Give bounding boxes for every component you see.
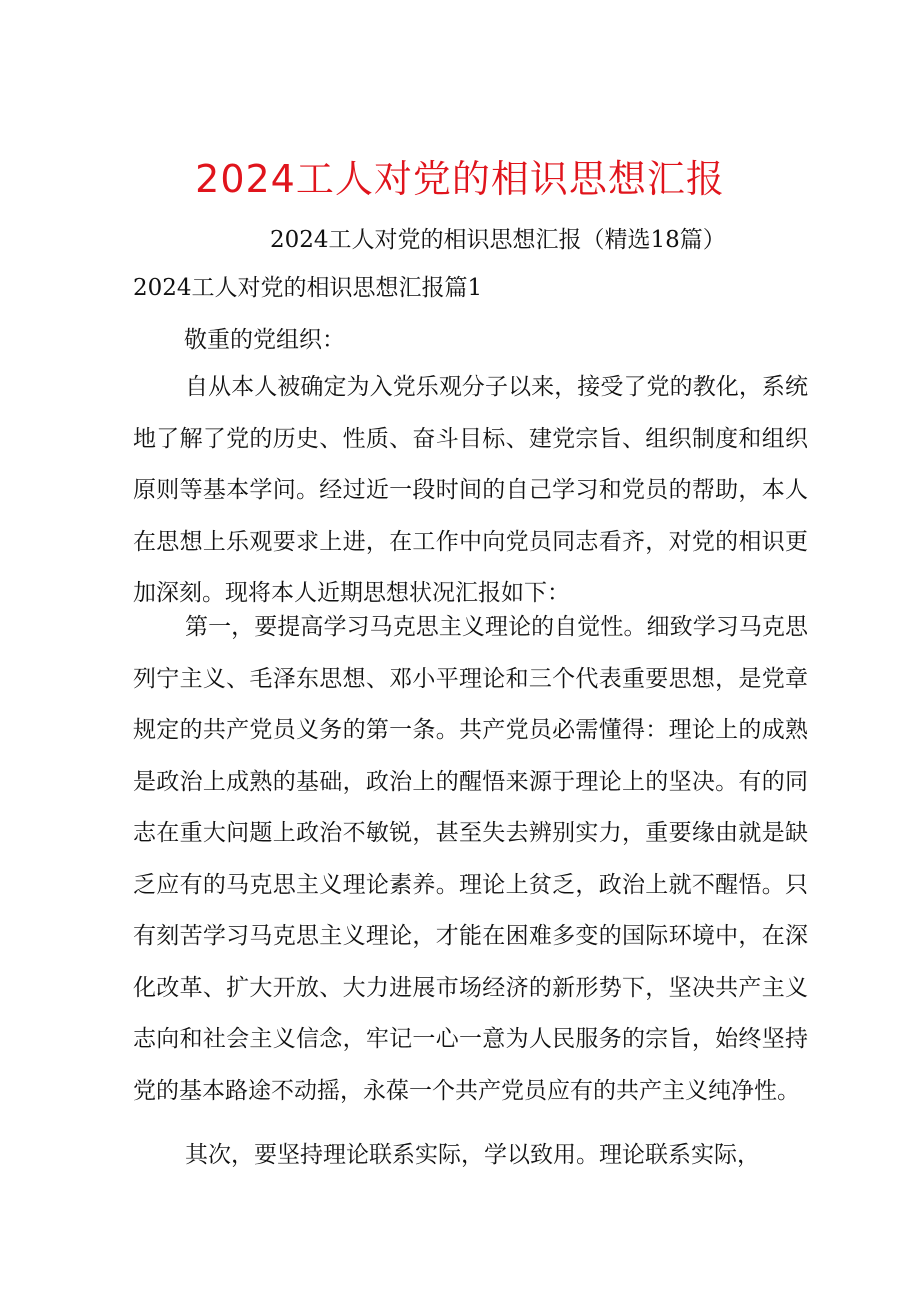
paragraph-1: 自从本人被确定为入党乐观分子以来，接受了党的教化，系统地了解了党的历史、性质、奋斗目标、建党宗旨、组织制度和组织原则等基本学问。经过近一段时间的自己学习和党员的帮助，本人在思想上乐观要求上进，在工作中向党员同志看齐，对党的相识更加深刻。现将本人近期思想状况汇报如下： bbox=[133, 374, 808, 606]
section-heading: 2024工人对党的相识思想汇报篇1 bbox=[133, 275, 483, 301]
paragraph-2: 第一，要提高学习马克思主义理论的自觉性。细致学习马克思列宁主义、毛泽东思想、邓小平理论和三个代表重要思想，是党章规定的共产党员义务的第一条。共产党员必需懂得：理论上的成熟是政治上成熟的基础，政治上的醒悟来源于理论上的坚决。有的同志在重大问题上政治不敏锐，甚至失去辨别实力，重要缘由就是缺乏应有的马克思主义理论素养。理论上贫乏，政治上就不醒悟。只有刻苦学习马克思主义理论，才能在困难多变的国际环境中，在深化改革、扩大开放、大力进展市场经济的新形势下，坚决共产主义志向和社会主义信念，牢记一心一意为人民服务的宗旨，始终坚持党的基本路途不动摇，永葆一个共产党员应有的共产主义纯净性。 bbox=[133, 614, 808, 1104]
document-title: 2024工人对党的相识思想汇报 bbox=[195, 157, 725, 201]
salutation: 敬重的党组织： bbox=[184, 327, 345, 353]
paragraph-3: 其次，要坚持理论联系实际，学以致用。理论联系实际， bbox=[185, 1142, 760, 1168]
document-subtitle: 2024工人对党的相识思想汇报（精选18篇） bbox=[270, 227, 726, 253]
